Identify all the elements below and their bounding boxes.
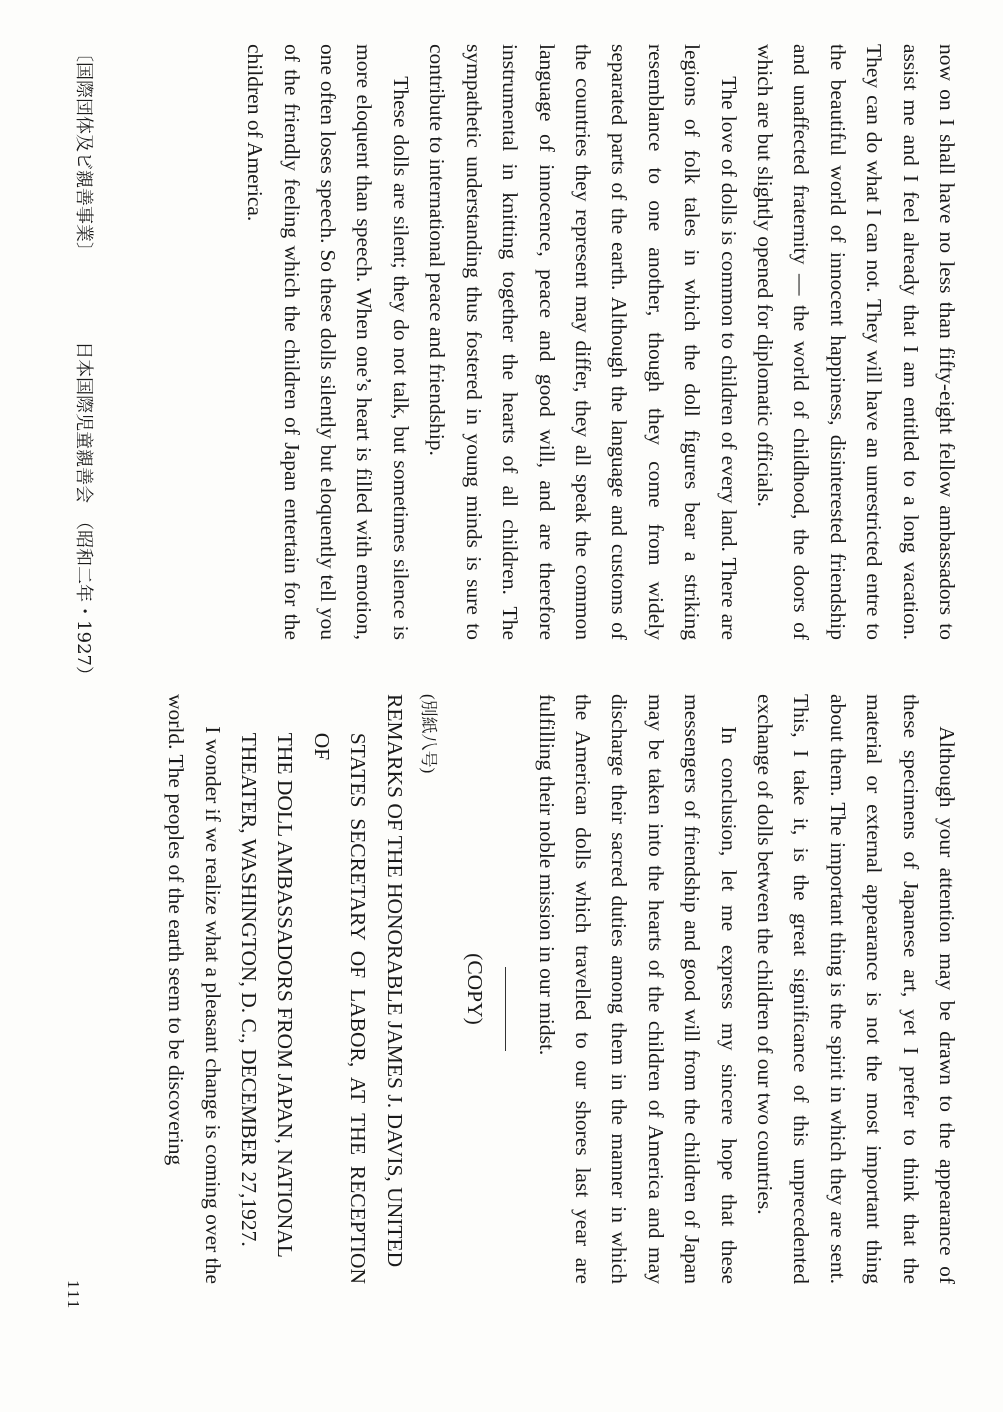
heading-line-3: THE DOLL AMBASSADORS FROM JAPAN, NATIONAL xyxy=(273,732,298,1258)
right-column xyxy=(158,694,965,1284)
footer-category: 〔国際団体及ビ親善事業〕 xyxy=(73,44,94,260)
attachment-label: (別紙八号) xyxy=(418,694,438,774)
page-number: 111 xyxy=(64,1280,83,1311)
paragraph-conclusion: In conclusion, let me express my sincere hope that these messengers of friendship and good will from the children of Japan may be taken into the hearts of the children of America and may discharge their sacred duties among them in the manner in which the American dolls which travelled to our shores last year are fulfilling their noble mission in our midst. xyxy=(534,694,741,1284)
paragraph-love-of-dolls: The love of dolls is common to children of every land. There are legions of folk tales in which the doll figures bear a striking resemblance to one another, though they come from widely separated parts of the earth. Although the language and customs of the countries they represent may differ, they all speak the common language of innocence, peace and good will, and are therefore instrumental in knitting together the hearts of all children. The sympathetic understanding thus fostered in young minds is sure to contribute to international peace and friendship. xyxy=(425,44,741,640)
paragraph-appearance: Although your attention may be drawn to the appearance of these specimens of Japanese art, yet I prefer to think that the material or external appearance is not the most important thing about them. The important thing is the spirit in which they are sent. This, I take it, is the great significance of this unprecedented exchange of dolls between the children of our two countries. xyxy=(752,694,959,1284)
left-column xyxy=(237,44,965,640)
heading-line-1: REMARKS OF THE HONORABLE JAMES J. DAVIS, UNITED xyxy=(382,694,407,1268)
heading-line-2: STATES SECRETARY OF LABOR, AT THE RECEPTION OF xyxy=(309,732,371,1284)
paragraph-pleasant-change: I wonder if we realize what a pleasant change is coming over the world. The peoples of the earth seem to be discovering xyxy=(164,694,225,1284)
paragraph-dolls-silent: These dolls are silent; they do not talk, but sometimes silence is more eloquent than speech. When one’s heart is filled with emotion, one often loses speech. So these dolls silently but eloquently tell you of the friendly feeling which the children of Japan entertain for the children of America. xyxy=(243,44,413,640)
page-footer xyxy=(70,44,96,684)
copy-label: (COPY) xyxy=(463,953,488,1025)
heading-line-4: THEATER, WASHINGTON, D. C., DECEMBER 27,1927. xyxy=(237,732,262,1247)
paragraph-continuation: now on I shall have no less than fifty-eight fellow ambassadors to assist me and I feel already that I am entitled to a long vacation. They can do what I can not. They will have an unrestricted entre to the beautiful world of innocent happiness, disinterested friendship and unaffected fraternity — the world of childhood, the doors of which are but slightly opened for diplomatic officials. xyxy=(752,44,959,640)
section-divider xyxy=(505,967,506,1051)
remarks-heading xyxy=(231,694,413,1284)
footer-organization: 日本国際児童親善会 （昭和二年・1927） xyxy=(73,341,94,684)
